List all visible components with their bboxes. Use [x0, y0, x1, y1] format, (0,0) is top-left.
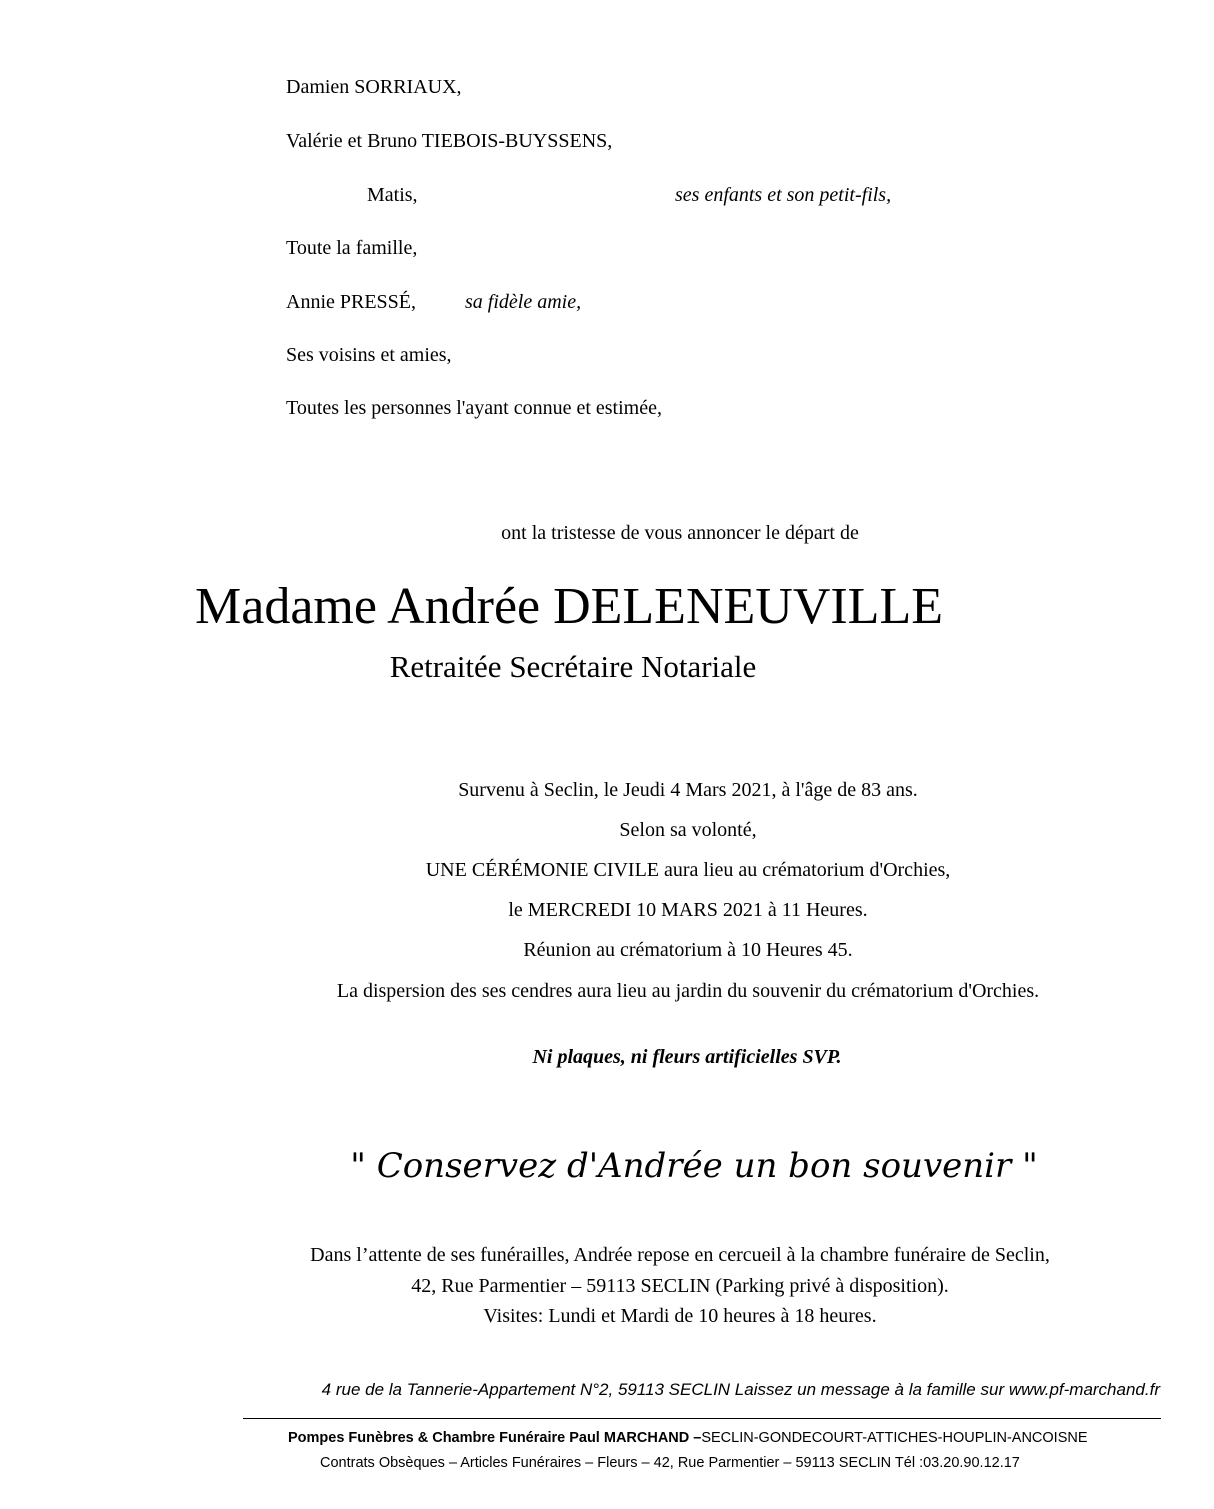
footer-divider [243, 1418, 1161, 1419]
footer-company-line [288, 1430, 1088, 1446]
memorial-quote: " Conservez d'Andrée un bon souvenir " [350, 1146, 1038, 1186]
deceased-name: Madame Andrée DELENEUVILLE [195, 578, 943, 635]
family-line-5-name: Annie PRESSÉ, [286, 291, 417, 313]
company-name: Pompes Funèbres & Chambre Funéraire Paul MARCHAND – [288, 1430, 702, 1446]
detail-line: UNE CÉRÉMONIE CIVILE aura lieu au crématorium d'Orchies, [425, 859, 951, 881]
detail-line: le MERCREDI 10 MARS 2021 à 11 Heures. [508, 899, 868, 921]
family-line-6: Ses voisins et amies, [286, 344, 452, 366]
family-line-7: Toutes les personnes l'ayant connue et estimée, [286, 397, 662, 419]
flowers-request: Ni plaques, ni fleurs artificielles SVP. [532, 1046, 842, 1068]
family-line-4: Toute la famille, [286, 237, 418, 259]
deceased-profession: Retraitée Secrétaire Notariale [389, 649, 757, 684]
detail-line: Réunion au crématorium à 10 Heures 45. [523, 939, 853, 961]
detail-line: La dispersion des ses cendres aura lieu au jardin du souvenir du crématorium d'Orchies. [336, 980, 1040, 1002]
announcement-text: ont la tristesse de vous annoncer le départ de [501, 522, 859, 544]
footer-address-line: 4 rue de la Tannerie-Appartement N°2, 59113 SECLIN Laissez un message à la famille sur www.pf-marchand.fr [321, 1380, 1160, 1399]
family-line-3-relation: ses enfants et son petit-fils, [675, 184, 892, 206]
detail-line: Survenu à Seclin, le Jeudi 4 Mars 2021, à l'âge de 83 ans. [458, 779, 918, 801]
company-locations: SECLIN-GONDECOURT-ATTICHES-HOUPLIN-ANCOISNE [701, 1430, 1088, 1446]
repose-line: Visites: Lundi et Mardi de 10 heures à 18 heures. [483, 1305, 877, 1327]
family-line-5-relation: sa fidèle amie, [465, 291, 582, 313]
footer-services-line: Contrats Obsèques – Articles Funéraires – Fleurs – 42, Rue Parmentier – 59113 SECLIN Tél :03.20.90.12.17 [320, 1455, 1020, 1471]
family-line-2: Valérie et Bruno TIEBOIS-BUYSSENS, [286, 130, 613, 152]
repose-line: Dans l’attente de ses funérailles, Andrée repose en cercueil à la chambre funéraire de Seclin, [310, 1244, 1050, 1266]
repose-line: 42, Rue Parmentier – 59113 SECLIN (Parking privé à disposition). [411, 1275, 949, 1297]
detail-line: Selon sa volonté, [619, 819, 757, 841]
family-line-3-name: Matis, [367, 184, 418, 206]
family-line-1: Damien SORRIAUX, [286, 76, 462, 98]
